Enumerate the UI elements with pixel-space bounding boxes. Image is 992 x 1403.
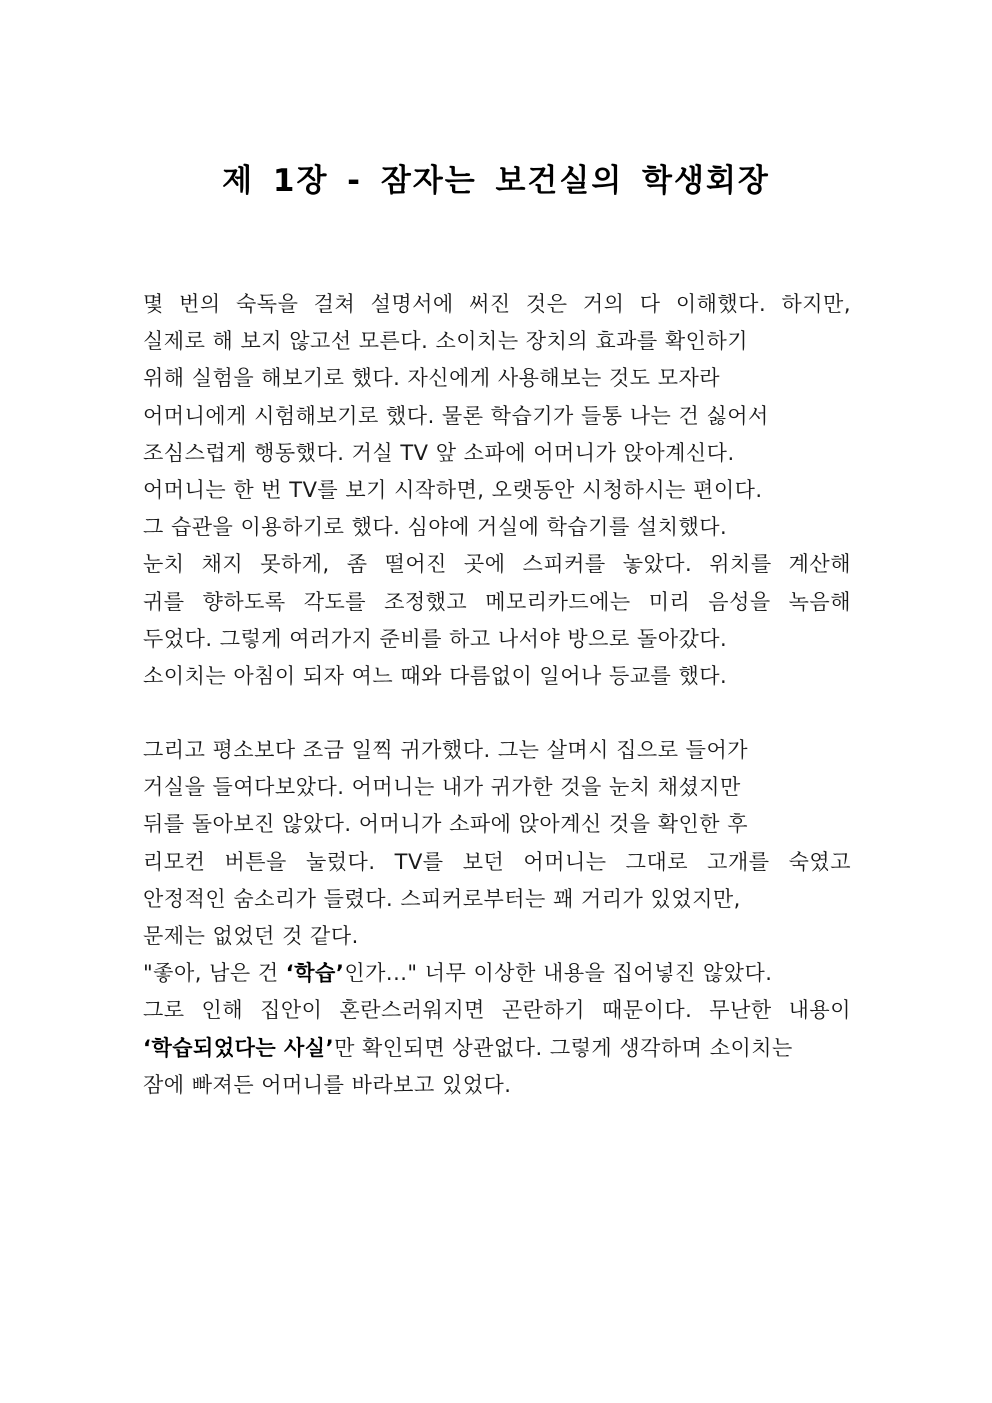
quote-line-bold: ‘학습’ bbox=[285, 961, 345, 986]
text-line: 조심스럽게 행동했다. 거실 TV 앞 소파에 어머니가 앉아계신다. bbox=[143, 440, 735, 465]
text-line: 어머니는 한 번 TV를 보기 시작하면, 오랫동안 시청하시는 편이다. bbox=[143, 477, 763, 502]
paragraph-1 bbox=[143, 286, 851, 695]
fact-line bbox=[143, 1030, 851, 1067]
text-line: 소이치는 아침이 되자 여느 때와 다름없이 일어나 등교를 했다. bbox=[143, 663, 728, 688]
text-line: 그리고 평소보다 조금 일찍 귀가했다. 그는 살며시 집으로 들어가 bbox=[143, 738, 749, 763]
chapter-title: 제 1장 - 잠자는 보건실의 학생회장 bbox=[222, 163, 770, 199]
text-line: 귀를 향하도록 각도를 조정했고 메모리카드에는 미리 음성을 녹음해 bbox=[143, 589, 851, 614]
text-line: 잠에 빠져든 어머니를 바라보고 있었다. bbox=[143, 1072, 512, 1097]
quote-line-end: 인가..." 너무 이상한 내용을 집어넣진 않았다. bbox=[344, 961, 773, 986]
fact-line-bold: ‘학습되었다는 사실’ bbox=[143, 1035, 335, 1060]
text-line: 두었다. 그렇게 여러가지 준비를 하고 나서야 방으로 돌아갔다. bbox=[143, 626, 728, 651]
text-line: 어머니에게 시험해보기로 했다. 물론 학습기가 들통 나는 건 싫어서 bbox=[143, 403, 769, 428]
text-line: 그 습관을 이용하기로 했다. 심야에 거실에 학습기를 설치했다. bbox=[143, 515, 728, 540]
text-line: 문제는 없었던 것 같다. bbox=[143, 924, 359, 948]
paragraph-2 bbox=[143, 732, 851, 1104]
quote-line-start: "좋아, 남은 건 bbox=[143, 961, 286, 986]
text-line: 리모컨 버튼을 눌렀다. TV를 보던 어머니는 그대로 고개를 숙였고 bbox=[143, 849, 851, 874]
text-line: 눈치 채지 못하게, 좀 떨어진 곳에 스피커를 놓았다. 위치를 계산해 bbox=[143, 552, 851, 577]
text-line: 뒤를 돌아보진 않았다. 어머니가 소파에 앉아계신 것을 확인한 후 bbox=[143, 812, 749, 837]
text-line: 그로 인해 집안이 혼란스러워지면 곤란하기 때문이다. 무난한 내용이 bbox=[143, 998, 851, 1023]
text-line: 실제로 해 보지 않고선 모른다. 소이치는 장치의 효과를 확인하기 bbox=[143, 329, 749, 354]
quote-line bbox=[143, 955, 851, 992]
text-line: 몇 번의 숙독을 걸쳐 설명서에 써진 것은 거의 다 이해했다. 하지만, bbox=[143, 292, 851, 316]
body-text bbox=[143, 286, 851, 1104]
text-line: 위해 실험을 해보기로 했다. 자신에게 사용해보는 것도 모자라 bbox=[143, 366, 721, 391]
text-line: 안정적인 숨소리가 들렸다. 스피커로부터는 꽤 거리가 있었지만, bbox=[143, 886, 741, 911]
text-line: 거실을 들여다보았다. 어머니는 내가 귀가한 것을 눈치 채셨지만 bbox=[143, 775, 741, 800]
fact-line-end: 만 확인되면 상관없다. 그렇게 생각하며 소이치는 bbox=[334, 1035, 793, 1060]
